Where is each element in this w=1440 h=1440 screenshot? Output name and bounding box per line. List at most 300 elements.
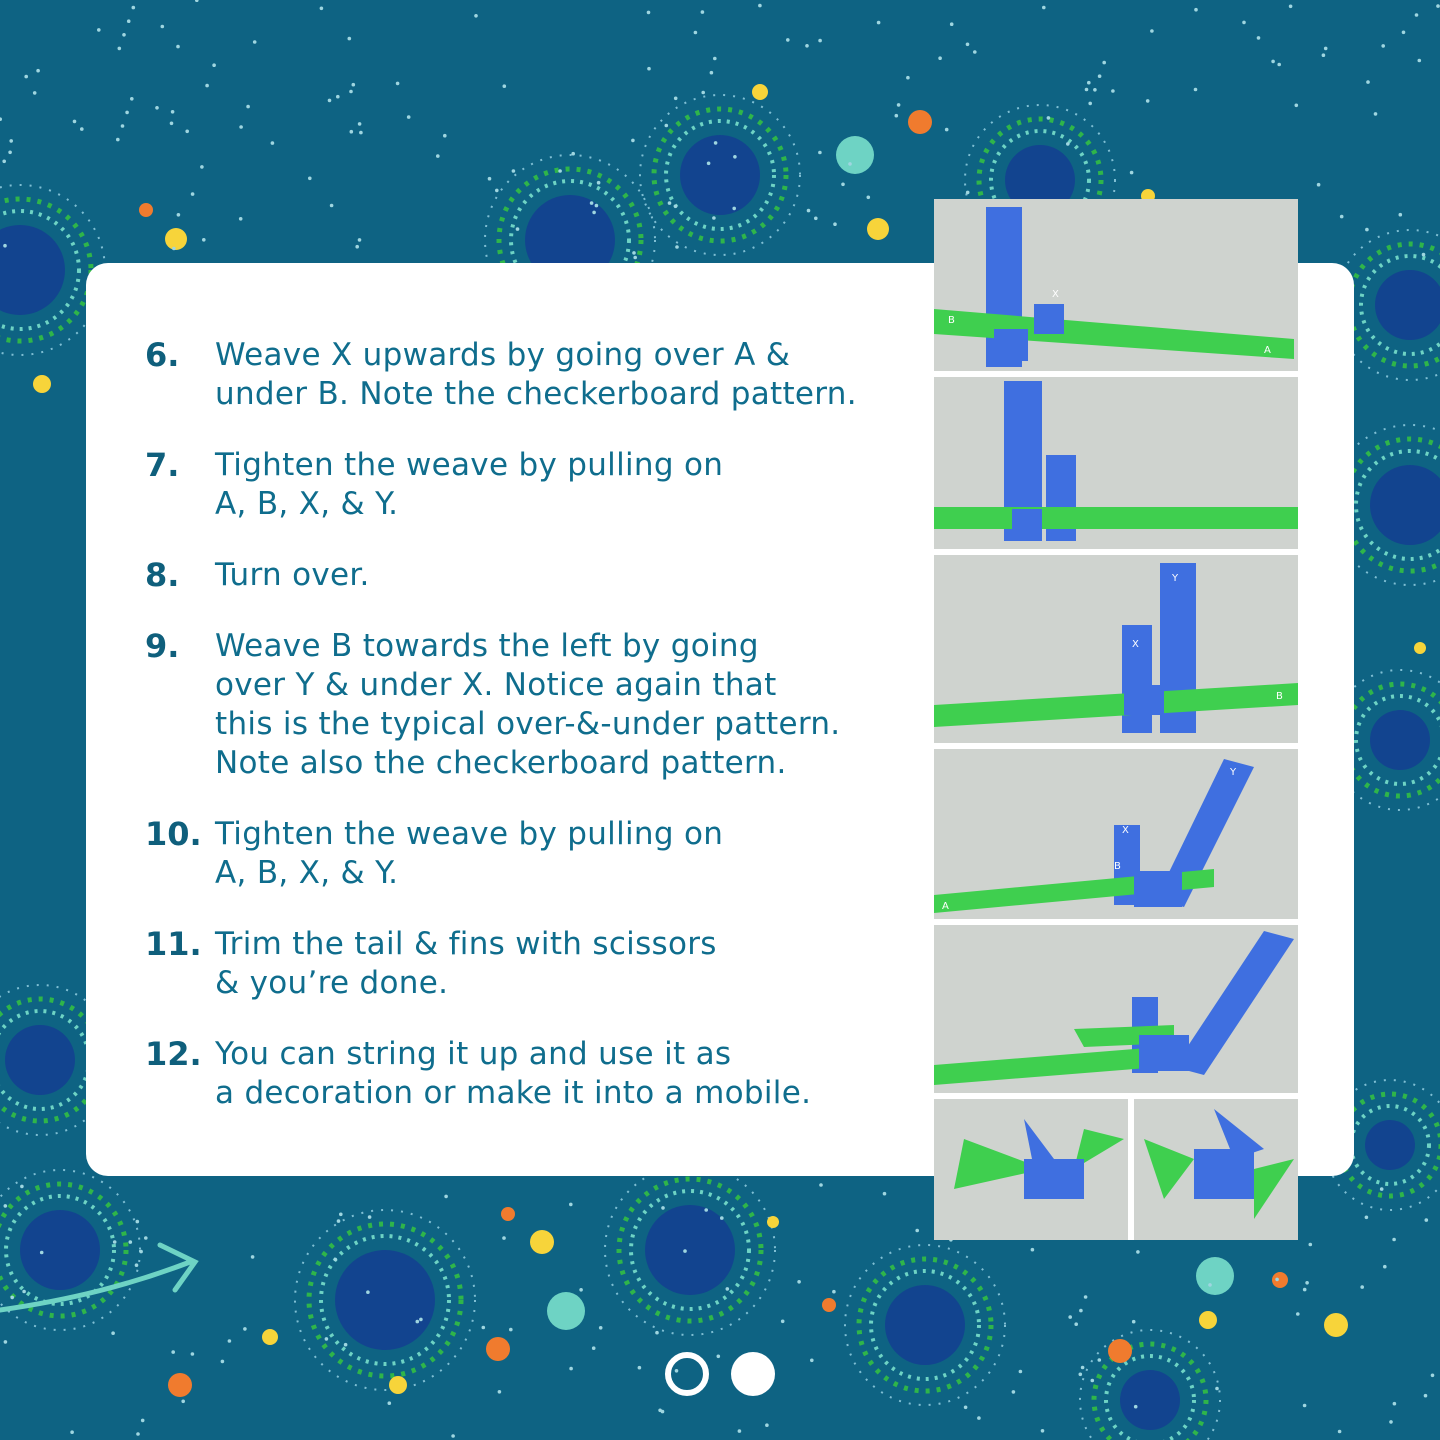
decor-dot bbox=[205, 84, 209, 88]
decor-dot bbox=[1150, 29, 1154, 33]
decor-dot bbox=[436, 154, 440, 158]
decor-dot bbox=[1271, 60, 1275, 64]
decor-dot bbox=[388, 1401, 392, 1405]
decor-dot bbox=[1215, 1387, 1219, 1391]
carousel-pager bbox=[665, 1352, 777, 1396]
decor-dot bbox=[1134, 1405, 1138, 1409]
step-text-line: A, B, X, & Y. bbox=[215, 486, 399, 522]
decor-dot bbox=[675, 245, 679, 249]
decor-dot bbox=[848, 162, 852, 166]
decor-dot bbox=[1085, 88, 1089, 92]
decor-dot bbox=[136, 1432, 140, 1436]
decor-dot bbox=[1431, 1374, 1435, 1378]
decor-dot bbox=[1370, 465, 1440, 545]
decor-dot bbox=[1365, 1120, 1415, 1170]
decor-dot bbox=[938, 56, 942, 60]
decor-dot bbox=[24, 75, 28, 79]
decor-dot bbox=[1389, 1420, 1393, 1424]
decor-dot bbox=[633, 256, 637, 260]
step-text-line: this is the typical over-&-under pattern. bbox=[215, 706, 841, 742]
decor-dot bbox=[344, 1343, 348, 1347]
decor-dot bbox=[720, 1216, 724, 1220]
decor-dot bbox=[8, 151, 12, 155]
decor-dot bbox=[191, 1352, 195, 1356]
photo-label: X bbox=[1132, 639, 1139, 650]
decor-dot bbox=[1019, 1370, 1023, 1374]
pager-dot-1[interactable] bbox=[665, 1352, 709, 1396]
decor-dot bbox=[945, 128, 949, 132]
decor-dot bbox=[1272, 1272, 1288, 1288]
decor-dot bbox=[1422, 253, 1426, 257]
decor-dot bbox=[558, 169, 562, 173]
decor-dot bbox=[20, 1185, 24, 1189]
decor-dot bbox=[339, 1213, 343, 1217]
decor-dot bbox=[726, 1287, 730, 1291]
decor-dot bbox=[897, 103, 901, 107]
decor-dot bbox=[590, 201, 594, 205]
decor-dot bbox=[509, 1328, 513, 1332]
decor-dot bbox=[122, 33, 126, 37]
decor-dot bbox=[239, 125, 243, 129]
photo-step-11 bbox=[934, 925, 1298, 1093]
decor-dot bbox=[1098, 74, 1102, 78]
decor-dot bbox=[139, 203, 153, 217]
decor-dot bbox=[155, 106, 159, 110]
decor-dot bbox=[895, 114, 899, 118]
decor-dot bbox=[1031, 1248, 1035, 1252]
decor-dot bbox=[1324, 47, 1328, 51]
decor-dot bbox=[271, 141, 275, 145]
decor-dot bbox=[1088, 102, 1092, 106]
decor-dot bbox=[1414, 642, 1426, 654]
decor-dot bbox=[530, 1230, 554, 1254]
decor-dot bbox=[125, 111, 129, 115]
decor-dot bbox=[40, 1251, 44, 1255]
decor-dot bbox=[358, 238, 362, 242]
decor-dot bbox=[631, 139, 635, 143]
decor-dot bbox=[1012, 1390, 1016, 1394]
decor-dot bbox=[176, 45, 180, 49]
decor-dot bbox=[1242, 21, 1246, 25]
decor-dot bbox=[1322, 53, 1326, 57]
decor-dot bbox=[239, 217, 243, 221]
decor-dot bbox=[807, 209, 811, 213]
step-text-line: Tighten the weave by pulling on bbox=[215, 816, 724, 852]
decor-dot bbox=[495, 189, 499, 193]
decor-dot bbox=[733, 155, 737, 159]
decor-dot bbox=[451, 1434, 455, 1438]
decor-dot bbox=[328, 99, 332, 103]
decor-dot bbox=[885, 1285, 965, 1365]
decor-dot bbox=[1309, 1243, 1313, 1247]
decor-dot bbox=[1111, 89, 1115, 93]
decor-dot bbox=[1091, 1379, 1095, 1383]
decor-dot bbox=[973, 50, 977, 54]
decor-dot bbox=[1136, 1250, 1140, 1254]
photo-step-6 bbox=[934, 199, 1298, 371]
decor-dot bbox=[129, 1240, 133, 1244]
step-10 bbox=[145, 815, 915, 893]
decor-dot bbox=[1087, 81, 1091, 85]
decor-dot bbox=[488, 177, 492, 181]
decor-dot bbox=[569, 1367, 573, 1371]
decor-dot bbox=[350, 130, 354, 134]
decor-dot bbox=[20, 1210, 100, 1290]
decor-dot bbox=[171, 1350, 175, 1354]
step-text-line: & you’re done. bbox=[215, 965, 449, 1001]
decor-dot bbox=[714, 141, 718, 145]
step-9 bbox=[145, 627, 915, 783]
decor-dot bbox=[710, 71, 714, 75]
decor-dot bbox=[1392, 1238, 1396, 1242]
decor-dot bbox=[502, 1236, 506, 1240]
decor-dot bbox=[1295, 104, 1299, 108]
decor-dot bbox=[1424, 1394, 1428, 1398]
decor-dot bbox=[348, 37, 352, 41]
step-text-line: a decoration or make it into a mobile. bbox=[215, 1075, 812, 1111]
decor-dot bbox=[195, 0, 199, 2]
decor-dot bbox=[36, 69, 40, 73]
decor-dot bbox=[337, 1219, 341, 1223]
decor-dot bbox=[1365, 1216, 1369, 1220]
decor-dot bbox=[1084, 1295, 1088, 1299]
decor-dot bbox=[1102, 61, 1106, 65]
step-7 bbox=[145, 446, 915, 524]
decor-dot bbox=[111, 1331, 115, 1335]
decor-dot bbox=[444, 1195, 448, 1199]
decor-dot bbox=[767, 1216, 779, 1228]
decor-dot bbox=[592, 1346, 596, 1350]
decor-dot bbox=[118, 47, 122, 51]
photo-label: A bbox=[942, 901, 949, 912]
decor-dot bbox=[22, 1290, 26, 1294]
decor-dot bbox=[1381, 44, 1385, 48]
decor-dot bbox=[579, 1288, 583, 1292]
decor-dot bbox=[141, 1419, 145, 1423]
decor-dot bbox=[713, 57, 717, 61]
decor-dot bbox=[474, 14, 478, 18]
decor-dot bbox=[1317, 183, 1321, 187]
decor-dot bbox=[516, 227, 520, 231]
decor-dot bbox=[358, 122, 362, 126]
decor-dot bbox=[308, 177, 312, 181]
decor-dot bbox=[867, 218, 889, 240]
step-text-line: over Y & under X. Notice again that bbox=[215, 667, 777, 703]
step-text-line: You can string it up and use it as bbox=[215, 1036, 732, 1072]
decor-dot bbox=[1425, 1218, 1429, 1222]
decor-dot bbox=[132, 6, 136, 10]
photo-step-12-right bbox=[1134, 1099, 1298, 1240]
decor-dot bbox=[877, 21, 881, 25]
step-12 bbox=[145, 1035, 915, 1113]
decor-dot bbox=[1093, 88, 1097, 92]
decor-dot bbox=[758, 4, 762, 8]
decor-dot bbox=[661, 1206, 665, 1210]
decor-dot bbox=[113, 1240, 117, 1244]
decor-dot bbox=[1436, 4, 1440, 8]
decor-dot bbox=[680, 135, 760, 215]
decor-dot bbox=[1380, 1187, 1384, 1191]
decor-dot bbox=[181, 1400, 185, 1404]
decor-dot bbox=[597, 181, 601, 185]
decor-dot bbox=[647, 67, 651, 71]
decor-dot bbox=[1370, 710, 1430, 770]
photo-step-10 bbox=[934, 749, 1298, 919]
decor-dot bbox=[822, 1298, 836, 1312]
step-6 bbox=[145, 336, 915, 414]
decor-dot bbox=[707, 162, 711, 166]
photo-label: X bbox=[1122, 825, 1129, 836]
decor-dot bbox=[781, 1320, 785, 1324]
decor-dot bbox=[486, 1337, 510, 1361]
decor-dot bbox=[819, 1183, 823, 1187]
step-number: 12. bbox=[145, 1035, 202, 1073]
decor-dot bbox=[251, 1255, 255, 1259]
step-text-line: Note also the checkerboard pattern. bbox=[215, 745, 787, 781]
decor-dot bbox=[127, 19, 131, 23]
decor-dot bbox=[1415, 13, 1419, 17]
decor-dot bbox=[116, 138, 120, 142]
decor-dot bbox=[655, 1331, 659, 1335]
photo-step-12-left bbox=[934, 1099, 1128, 1240]
decor-dot bbox=[712, 216, 716, 220]
weaving-photo-strip bbox=[934, 199, 1298, 1240]
decor-dot bbox=[2, 160, 6, 164]
decor-dot bbox=[349, 90, 353, 94]
decor-dot bbox=[704, 1208, 708, 1212]
decor-dot bbox=[97, 28, 101, 32]
decor-dot bbox=[368, 1215, 372, 1219]
decor-dot bbox=[352, 83, 356, 87]
decor-dot bbox=[683, 1249, 687, 1253]
step-number: 6. bbox=[145, 336, 180, 374]
decor-dot bbox=[1365, 228, 1369, 232]
decor-dot bbox=[330, 204, 334, 208]
decor-dot bbox=[320, 7, 324, 11]
decor-dot bbox=[1041, 1429, 1045, 1433]
decor-dot bbox=[325, 1337, 329, 1341]
decor-dot bbox=[805, 44, 809, 48]
decor-dot bbox=[818, 39, 822, 43]
decor-dot bbox=[738, 1429, 742, 1433]
decor-dot bbox=[334, 1258, 338, 1262]
decor-dot bbox=[33, 91, 37, 95]
decor-dot bbox=[818, 151, 822, 155]
photo-label: A bbox=[1264, 345, 1271, 356]
decor-dot bbox=[701, 10, 705, 14]
photo-step-8-9 bbox=[934, 555, 1298, 743]
decor-dot bbox=[1199, 1311, 1217, 1329]
decor-dot bbox=[407, 115, 411, 119]
decor-dot bbox=[243, 1327, 247, 1331]
decor-dot bbox=[1098, 1358, 1102, 1362]
step-text-line: Weave B towards the left by going bbox=[215, 628, 759, 664]
decor-dot bbox=[70, 1430, 74, 1434]
decor-dot bbox=[185, 130, 189, 134]
decor-dot bbox=[130, 97, 134, 101]
decor-dot bbox=[1208, 1283, 1212, 1287]
decor-dot bbox=[177, 213, 181, 217]
decor-dot bbox=[73, 120, 77, 124]
decor-dot bbox=[647, 11, 651, 15]
decor-dot bbox=[950, 22, 954, 26]
decor-dot bbox=[638, 1366, 642, 1370]
photo-label: Y bbox=[1230, 767, 1237, 778]
decor-dot bbox=[165, 228, 187, 250]
decor-dot bbox=[765, 1423, 769, 1427]
decor-dot bbox=[336, 95, 340, 99]
decor-dot bbox=[135, 1263, 139, 1267]
decor-dot bbox=[389, 1376, 407, 1394]
decor-dot bbox=[592, 211, 596, 215]
decor-dot bbox=[161, 25, 165, 29]
step-8 bbox=[145, 556, 915, 595]
decor-dot bbox=[571, 152, 575, 156]
decor-dot bbox=[1194, 88, 1198, 92]
decor-dot bbox=[1130, 171, 1134, 175]
decor-dot bbox=[674, 97, 678, 101]
decor-dot bbox=[121, 124, 125, 128]
decor-dot bbox=[501, 1207, 515, 1221]
step-11 bbox=[145, 925, 915, 1003]
decor-dot bbox=[1383, 1265, 1387, 1269]
decor-dot bbox=[503, 84, 507, 88]
decor-dot bbox=[0, 225, 65, 315]
photo-label: B bbox=[948, 315, 955, 326]
decor-dot bbox=[1132, 1320, 1136, 1324]
decor-dot bbox=[1066, 142, 1070, 146]
decor-dot bbox=[1366, 80, 1370, 84]
decor-dot bbox=[661, 1410, 665, 1414]
decor-dot bbox=[5, 1025, 75, 1095]
pager-dot-2-active[interactable] bbox=[731, 1352, 775, 1396]
decor-dot bbox=[168, 1373, 192, 1397]
decor-dot bbox=[732, 207, 736, 211]
decor-dot bbox=[569, 1203, 573, 1207]
decor-dot bbox=[4, 1340, 8, 1344]
decor-dot bbox=[1079, 1373, 1083, 1377]
step-number: 8. bbox=[145, 556, 180, 594]
decor-dot bbox=[1081, 1366, 1085, 1370]
decor-dot bbox=[359, 131, 363, 135]
step-number: 10. bbox=[145, 815, 202, 853]
photo-label: Y bbox=[1172, 573, 1179, 584]
decor-dot bbox=[1360, 1285, 1364, 1289]
decor-dot bbox=[80, 127, 84, 131]
step-text-line: Turn over. bbox=[215, 557, 370, 593]
decor-dot bbox=[366, 1290, 370, 1294]
decor-dot bbox=[786, 38, 790, 42]
decor-dot bbox=[1374, 112, 1378, 116]
decor-dot bbox=[547, 1292, 585, 1330]
decor-dot bbox=[1303, 1288, 1307, 1292]
decor-dot bbox=[1402, 31, 1406, 35]
decor-dot bbox=[1047, 116, 1051, 120]
photo-label: B bbox=[1114, 861, 1121, 872]
decor-dot bbox=[228, 1339, 232, 1343]
decor-dot bbox=[964, 1406, 968, 1410]
step-text-line: A, B, X, & Y. bbox=[215, 855, 399, 891]
decor-dot bbox=[170, 122, 174, 126]
decor-dot bbox=[33, 375, 51, 393]
decor-dot bbox=[253, 40, 257, 44]
decor-dot bbox=[665, 124, 669, 128]
decor-dot bbox=[1305, 1281, 1309, 1285]
decor-dot bbox=[10, 1296, 14, 1300]
decor-dot bbox=[883, 1192, 887, 1196]
decor-dot bbox=[867, 196, 871, 200]
photo-step-7 bbox=[934, 377, 1298, 549]
decor-dot bbox=[416, 1320, 420, 1324]
step-number: 11. bbox=[145, 925, 202, 963]
decor-dot bbox=[1296, 1312, 1300, 1316]
decor-dot bbox=[200, 165, 204, 169]
decor-dot bbox=[1338, 1430, 1342, 1434]
decor-dot bbox=[1194, 8, 1198, 12]
decor-dot bbox=[632, 251, 636, 255]
decor-dot bbox=[836, 136, 874, 174]
photo-label: X bbox=[1052, 289, 1059, 300]
decor-dot bbox=[4, 1204, 8, 1208]
decor-dot bbox=[1418, 59, 1422, 63]
decor-dot bbox=[171, 110, 175, 114]
decor-dot bbox=[1257, 36, 1261, 40]
decor-dot bbox=[694, 31, 698, 35]
decor-dot bbox=[1393, 1402, 1397, 1406]
decor-dot bbox=[1108, 1339, 1132, 1363]
decor-dot bbox=[668, 201, 672, 205]
decor-dot bbox=[1120, 1370, 1180, 1430]
decor-dot bbox=[595, 204, 599, 208]
decor-dot bbox=[212, 63, 216, 67]
decor-dot bbox=[701, 91, 705, 95]
decor-dot bbox=[262, 1329, 278, 1345]
decor-dot bbox=[1303, 1404, 1307, 1408]
step-text-line: Weave X upwards by going over A & bbox=[215, 337, 791, 373]
decor-dot bbox=[512, 169, 516, 173]
decor-dot bbox=[833, 222, 837, 226]
decor-dot bbox=[396, 82, 400, 86]
step-number: 7. bbox=[145, 446, 180, 484]
decor-dot bbox=[977, 1416, 981, 1420]
step-text-line: Tighten the weave by pulling on bbox=[215, 447, 724, 483]
decor-dot bbox=[599, 1326, 603, 1330]
decor-dot bbox=[3, 244, 7, 248]
decor-dot bbox=[1196, 1257, 1234, 1295]
decor-dot bbox=[1275, 1278, 1279, 1282]
decor-dot bbox=[966, 43, 970, 47]
decor-dot bbox=[335, 1250, 435, 1350]
decor-dot bbox=[191, 192, 195, 196]
decor-dot bbox=[908, 110, 932, 134]
decor-dot bbox=[136, 1220, 140, 1224]
decor-dot bbox=[0, 117, 2, 121]
decor-dot bbox=[1289, 5, 1293, 9]
decor-dot bbox=[915, 1229, 919, 1233]
decor-dot bbox=[139, 1250, 143, 1254]
decor-dot bbox=[1324, 1313, 1348, 1337]
decor-dot bbox=[221, 1360, 225, 1364]
decor-dot bbox=[814, 217, 818, 221]
decor-dot bbox=[1340, 215, 1344, 219]
decor-dot bbox=[966, 191, 970, 195]
decor-dot bbox=[674, 204, 678, 208]
decor-dot bbox=[1146, 99, 1150, 103]
decor-dot bbox=[498, 1390, 502, 1394]
step-text-line: under B. Note the checkerboard pattern. bbox=[215, 376, 857, 412]
decor-dot bbox=[355, 245, 359, 249]
decor-dot bbox=[906, 76, 910, 80]
